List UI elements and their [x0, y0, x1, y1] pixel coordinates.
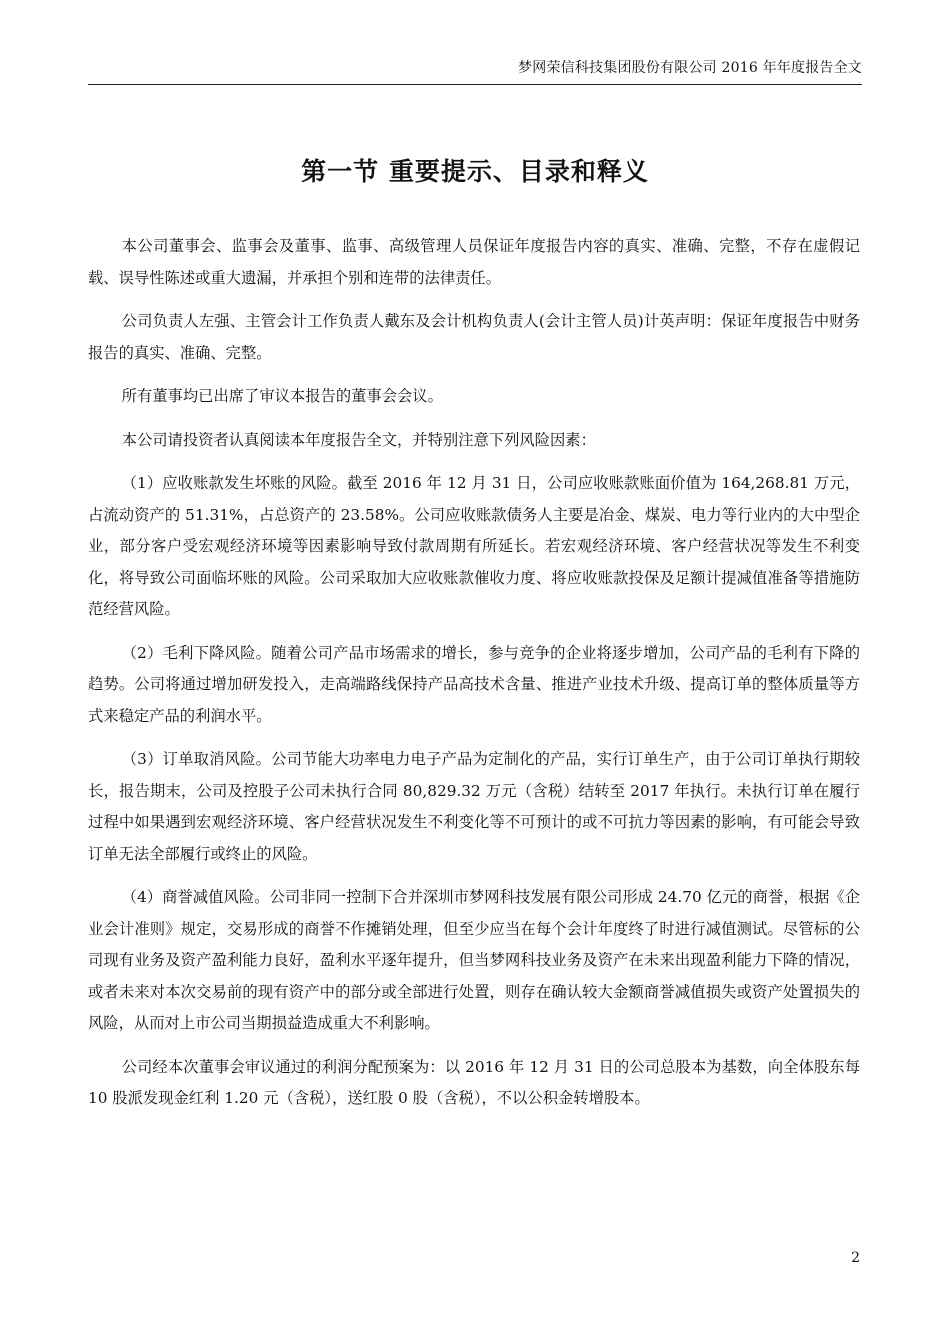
paragraph-officer-declaration: 公司负责人左强、主管会计工作负责人戴东及会计机构负责人(会计主管人员)计英声明：保证年度报告中财务报告的真实、准确、完整。: [88, 312, 860, 362]
paragraph-risk-bad-debt: （1）应收账款发生坏账的风险。截至 2016 年 12 月 31 日，公司应收账款账面价值为 164,268.81 万元，占流动资产的 51.31%，占总资产的 23.58%。公司应收账款债务人主要是冶金、煤炭、电力等行业内的大中型企业，部分客户受宏观经济环境等因素影响导致付款周期有所延长。若宏观经济环境、客户经营状况等发生不利变化，将导致公司面临坏账的风险。公司采取加大应收账款催收力度、将应收账款投保及足额计提减值准备等措施防范经营风险。: [88, 474, 860, 618]
paragraph-risk-order-cancellation: （3）订单取消风险。公司节能大功率电力电子产品为定制化的产品，实行订单生产，由于公司订单执行期较长，报告期末，公司及控股子公司未执行合同 80,829.32 万元（含税）结转至 2017 年执行。未执行订单在履行过程中如果遇到宏观经济环境、客户经营状况发生不利变化等不可预计的或不可抗力等因素的影响，有可能会导致订单无法全部履行或终止的风险。: [88, 750, 860, 863]
paragraph-responsibility-statement: 本公司董事会、监事会及董事、监事、高级管理人员保证年度报告内容的真实、准确、完整，不存在虚假记载、误导性陈述或重大遗漏，并承担个别和连带的法律责任。: [88, 237, 860, 287]
paragraph-risk-goodwill-impairment: （4）商誉减值风险。公司非同一控制下合并深圳市梦网科技发展有限公司形成 24.70 亿元的商誉，根据《企业会计准则》规定，交易形成的商誉不作摊销处理，但至少应当在每个会计年度终了时进行减值测试。尽管标的公司现有业务及资产盈利能力良好，盈利水平逐年提升，但当梦网科技业务及资产在未来出现盈利能力下降的情况，或者未来对本次交易前的现有资产中的部分或全部进行处置，则存在确认较大金额商誉减值损失或资产处置损失的风险，从而对上市公司当期损益造成重大不利影响。: [88, 888, 860, 1032]
paragraph-risk-notice: 本公司请投资者认真阅读本年度报告全文，并特别注意下列风险因素：: [121, 430, 596, 449]
body-text: [88, 231, 860, 1127]
page-number: 2: [851, 1250, 860, 1266]
section-title: 第一节 重要提示、目录和释义: [301, 157, 649, 186]
running-header: 梦网荣信科技集团股份有限公司 2016 年年度报告全文: [518, 60, 862, 76]
header-divider: [88, 84, 862, 85]
paragraph-profit-distribution: 公司经本次董事会审议通过的利润分配预案为：以 2016 年 12 月 31 日的公司总股本为基数，向全体股东每 10 股派发现金红利 1.20 元（含税），送红股 0 股（含税），不以公积金转增股本。: [88, 1057, 860, 1107]
paragraph-board-attendance: 所有董事均已出席了审议本报告的董事会会议。: [121, 387, 443, 405]
paragraph-risk-gross-margin: （2）毛利下降风险。随着公司产品市场需求的增长，参与竞争的企业将逐步增加，公司产品的毛利有下降的趋势。公司将通过增加研发投入，走高端路线保持产品高技术含量、推进产业技术升级、提高订单的整体质量等方式来稳定产品的利润水平。: [88, 643, 860, 725]
